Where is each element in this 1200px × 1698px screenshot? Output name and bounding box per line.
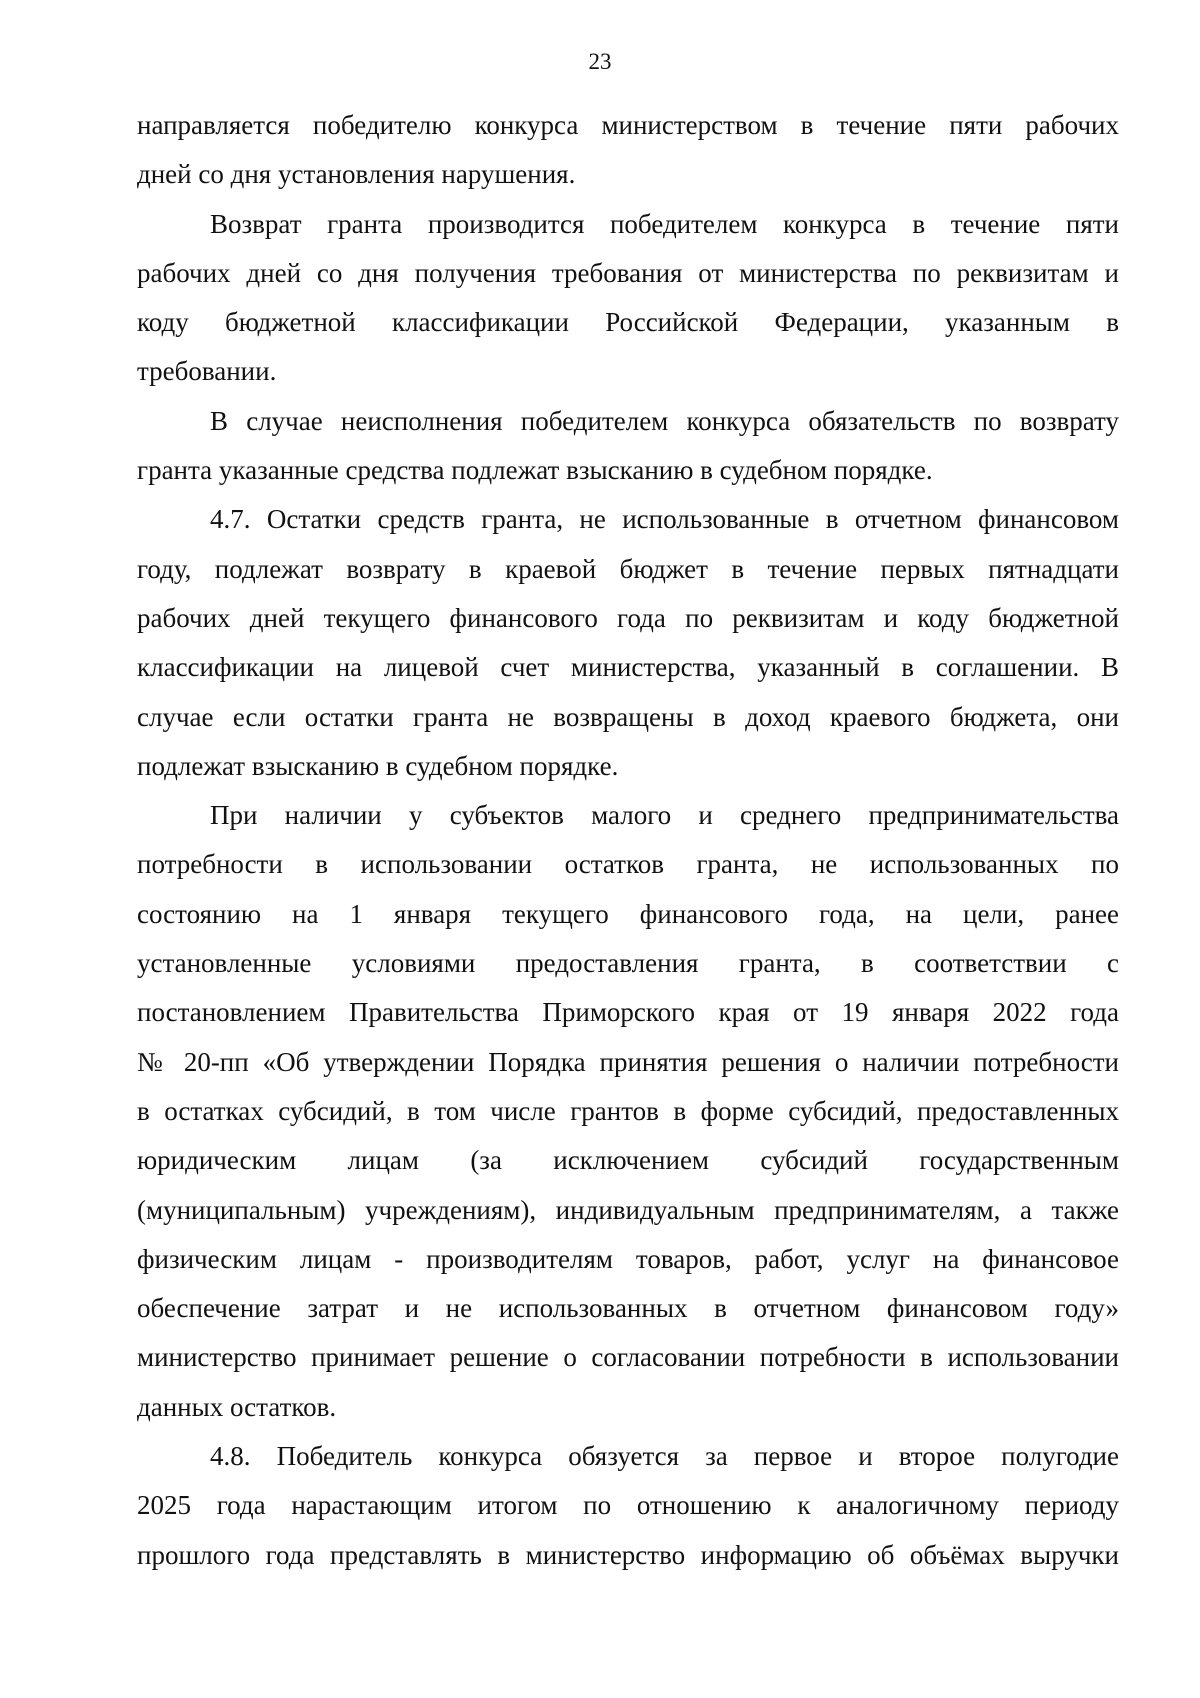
text-line: юридическим лицам (за исключением субсидий государственным bbox=[137, 1145, 1119, 1176]
text-line: подлежат взысканию в судебном порядке. bbox=[137, 750, 619, 781]
text-line: в остатках субсидий, в том числе грантов в форме субсидий, предоставленных bbox=[137, 1095, 1119, 1126]
text-line: году, подлежат возврату в краевой бюджет в течение первых пятнадцати bbox=[137, 553, 1119, 584]
text-line: данных остатков. bbox=[137, 1391, 337, 1422]
page-number: 23 bbox=[588, 49, 612, 74]
text-line: требовании. bbox=[137, 356, 277, 387]
text-line: 2025 года нарастающим итогом по отношению к аналогичному периоду bbox=[137, 1490, 1119, 1521]
text-line: Возврат гранта производится победителем конкурса в течение пяти bbox=[210, 208, 1119, 239]
text-line: рабочих дней текущего финансового года по реквизитам и коду бюджетной bbox=[137, 602, 1119, 633]
text-line: прошлого года представлять в министерство информацию об объёмах выручки bbox=[137, 1539, 1119, 1570]
text-line: рабочих дней со дня получения требования от министерства по реквизитам и bbox=[137, 257, 1119, 288]
text-line: коду бюджетной классификации Российской Федерации, указанным в bbox=[137, 307, 1119, 338]
text-line: № 20-пп «Об утверждении Порядка принятия решения о наличии потребности bbox=[137, 1046, 1119, 1077]
text-line: 4.7. Остатки средств гранта, не использованные в отчетном финансовом bbox=[210, 504, 1119, 535]
text-line: В случае неисполнения победителем конкурса обязательств по возврату bbox=[210, 405, 1119, 436]
text-line: гранта указанные средства подлежат взысканию в судебном порядке. bbox=[137, 455, 933, 486]
text-line: 4.8. Победитель конкурса обязуется за первое и второе полугодие bbox=[210, 1441, 1119, 1472]
text-line: (муниципальным) учреждениям), индивидуальным предпринимателям, а также bbox=[137, 1194, 1119, 1225]
document-body bbox=[137, 101, 1119, 1580]
text-line: установленные условиями предоставления гранта, в соответствии с bbox=[137, 948, 1119, 979]
text-line: классификации на лицевой счет министерства, указанный в соглашении. В bbox=[137, 652, 1119, 683]
text-line: дней со дня установления нарушения. bbox=[137, 159, 576, 190]
text-line: министерство принимает решение о согласовании потребности в использовании bbox=[137, 1342, 1119, 1373]
text-line: физическим лицам - производителям товаров, работ, услуг на финансовое bbox=[137, 1243, 1119, 1274]
text-line: При наличии у субъектов малого и среднего предпринимательства bbox=[210, 800, 1119, 831]
text-line: случае если остатки гранта не возвращены в доход краевого бюджета, они bbox=[137, 701, 1119, 732]
text-line: потребности в использовании остатков гранта, не использованных по bbox=[137, 849, 1119, 880]
text-line: обеспечение затрат и не использованных в отчетном финансовом году» bbox=[137, 1293, 1119, 1324]
text-line: состоянию на 1 января текущего финансового года, на цели, ранее bbox=[137, 898, 1119, 929]
text-line: направляется победителю конкурса министерством в течение пяти рабочих bbox=[137, 110, 1119, 140]
text-line: постановлением Правительства Приморского края от 19 января 2022 года bbox=[137, 997, 1119, 1028]
